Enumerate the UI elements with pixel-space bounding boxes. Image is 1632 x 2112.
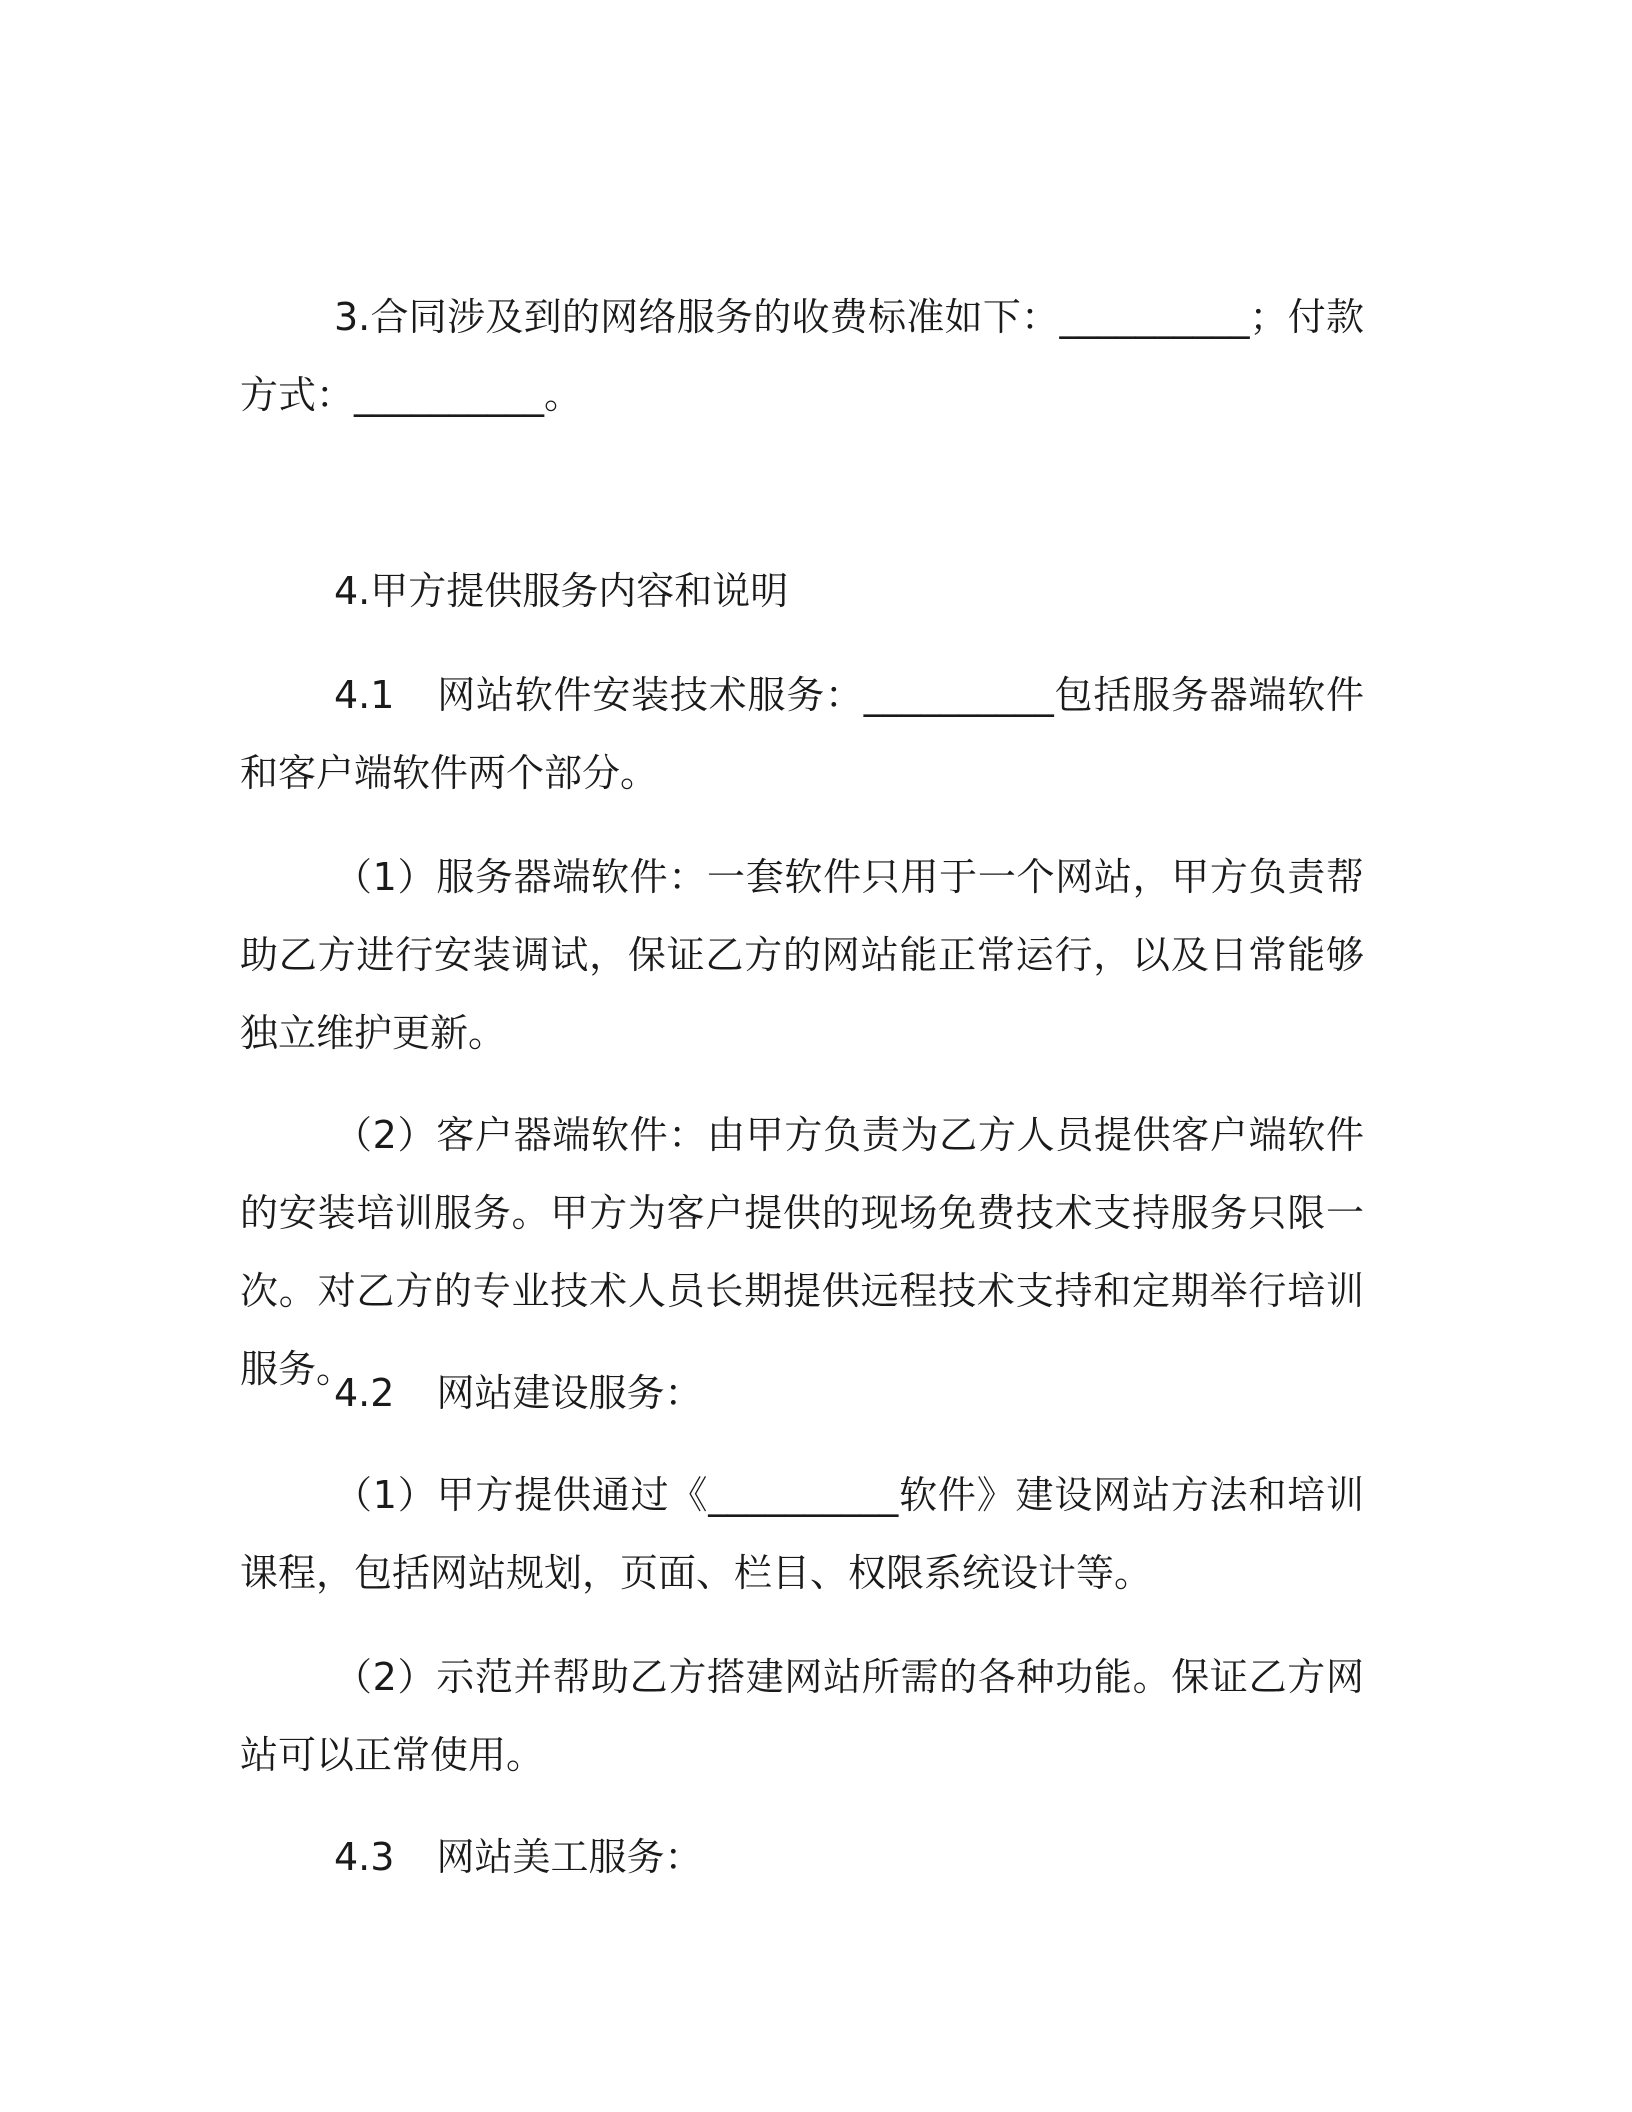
clause-4-2-title: 网站建设服务： xyxy=(436,1371,703,1415)
clause-4-1 xyxy=(240,656,1364,812)
clause-4-2-item-2: （2）示范并帮助乙方搭建网站所需的各种功能。保证乙方网站可以正常使用。 xyxy=(240,1655,1364,1777)
clause-4-1-item-2: （2）客户器端软件：由甲方负责为乙方人员提供客户端软件的安装培训服务。甲方为客户提供的现场免费技术支持服务只限一次。对乙方的专业技术人员长期提供远程技术支持和定期举行培训服务。 xyxy=(240,1113,1364,1391)
clause-3-fees: 3.合同涉及到的网络服务的收费标准如下：__________；付款方式：__________。 xyxy=(240,295,1364,417)
clause-4-3-number: 4.3 xyxy=(334,1835,395,1879)
clause-4-3-heading xyxy=(334,1818,702,1896)
section-4-heading: 4.甲方提供服务内容和说明 xyxy=(334,569,789,613)
clause-4-2-heading xyxy=(334,1354,702,1432)
clause-4-2-number: 4.2 xyxy=(334,1371,395,1415)
clause-4-1-number: 4.1 xyxy=(334,673,395,717)
clause-4-2-item-1: （1）甲方提供通过《__________软件》建设网站方法和培训课程，包括网站规划，页面、栏目、权限系统设计等。 xyxy=(240,1473,1364,1595)
clause-4-3-title: 网站美工服务： xyxy=(436,1835,703,1879)
clause-4-1-text: 网站软件安装技术服务：__________包括服务器端软件和客户端软件两个部分。 xyxy=(240,673,1364,795)
clause-4-1-item-1: （1）服务器端软件：一套软件只用于一个网站，甲方负责帮助乙方进行安装调试，保证乙方的网站能正常运行，以及日常能够独立维护更新。 xyxy=(240,855,1364,1055)
